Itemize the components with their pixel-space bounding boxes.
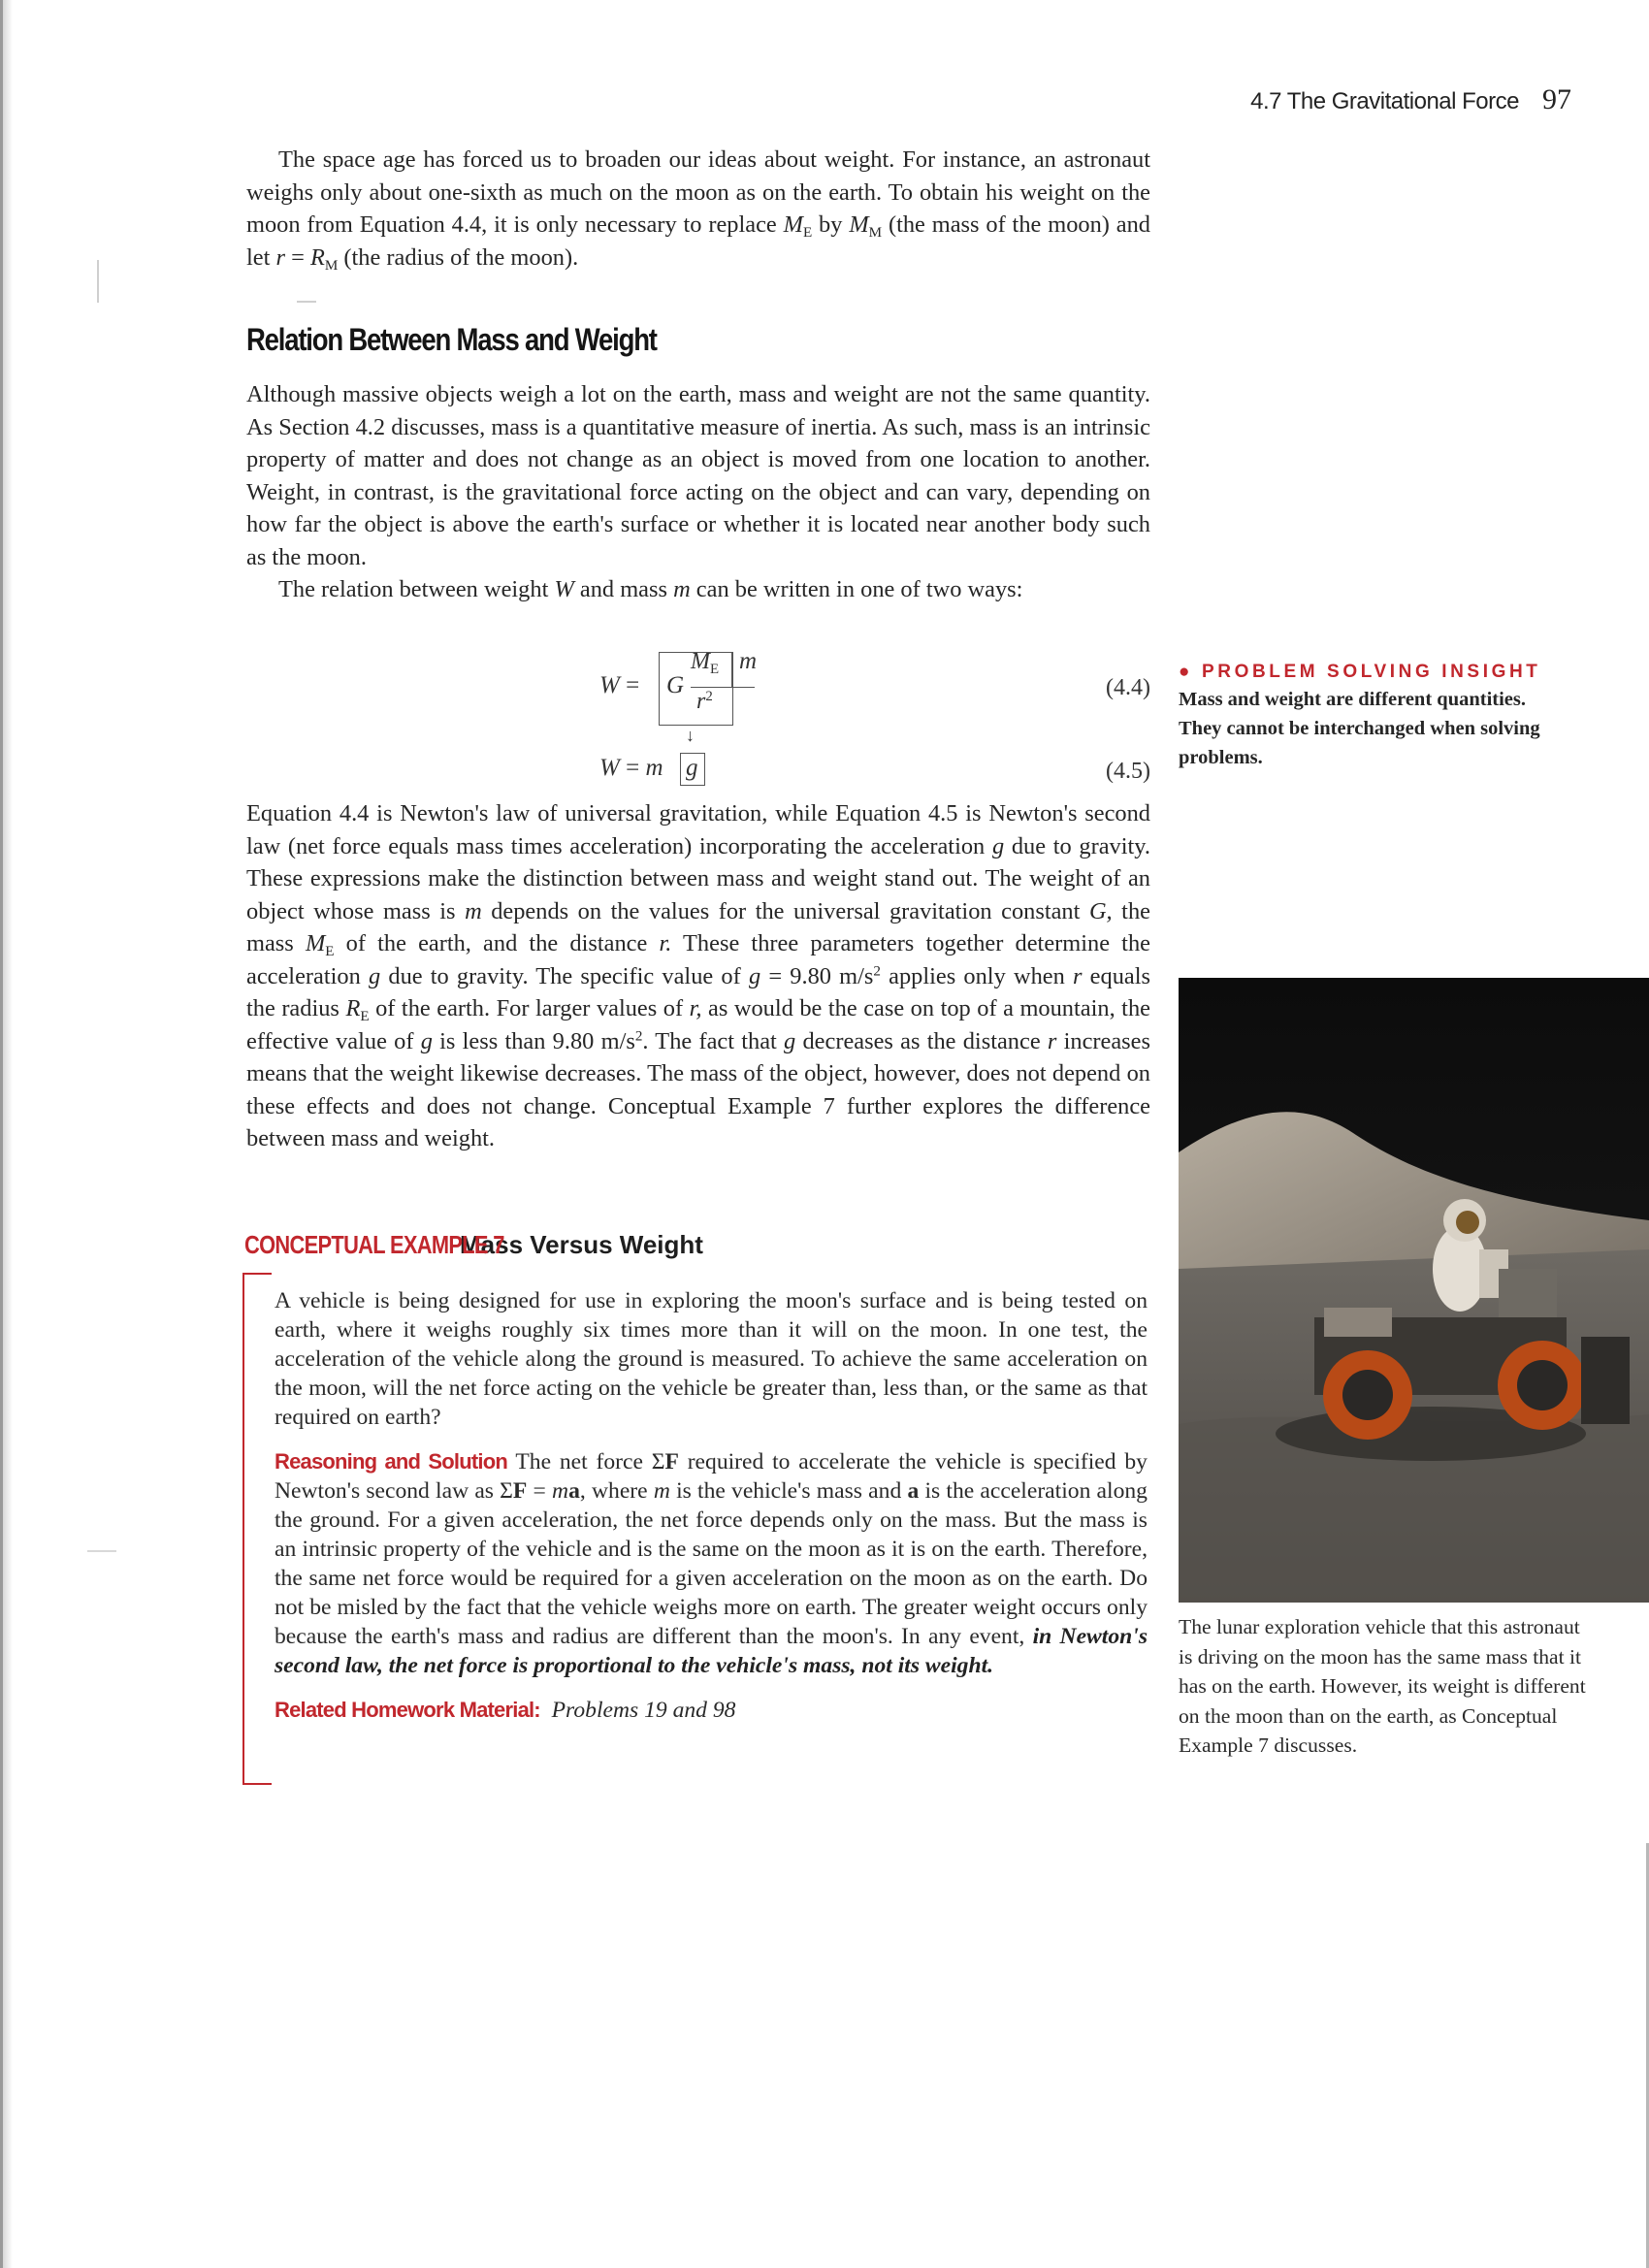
homework-label: Related Homework Material:	[275, 1698, 540, 1722]
paragraph-equations-discussion-block	[246, 797, 1150, 1155]
section-body	[246, 378, 1150, 606]
reasoning-label: Reasoning and Solution	[275, 1449, 507, 1474]
page-number: 97	[1542, 83, 1571, 115]
example-bracket-top	[242, 1273, 272, 1275]
scan-mark	[97, 260, 99, 303]
intro-paragraph-block	[246, 144, 1150, 274]
paragraph-mass-weight: Although massive objects weigh a lot on the earth, mass and weight are not the same quantity. As Section 4.2 discusses, mass is a quantitative measure of inertia. As such, mass is an intrinsic property of matter and does not change as an object is moved from one location to another. Weight, in contrast, is the gravitational force acting on the object and can vary, depending on how far the object is above the earth's surface or whether it is located near another body such as the moon.	[246, 381, 1150, 570]
equations-block: W = G $M_E$ m $r^2$ (4.4) ↓ W = m g (4.5)	[599, 648, 1150, 784]
insight-text: Mass and weight are different quantities. They cannot be interchanged when solving problems.	[1179, 689, 1540, 768]
scan-mark	[87, 1550, 116, 1552]
homework-problems: Problems 19 and 98	[551, 1698, 736, 1723]
related-homework	[275, 1696, 1148, 1725]
running-head-section: 4.7 The Gravitational Force	[1250, 88, 1519, 114]
problem-solving-insight	[1179, 662, 1567, 772]
example-question: A vehicle is being designed for use in exploring the moon's surface and is being tested on earth, where it weighs roughly six times more than it will on the moon. In one test, the acceleration of the vehicle along the ground is measured. To achieve the same acceleration on the moon, will the net force acting on the vehicle be greater than, less than, or the same as that required on earth?	[275, 1288, 1148, 1430]
down-arrow-icon: ↓	[686, 726, 695, 745]
running-head	[1250, 83, 1571, 116]
intro-paragraph: The space age has forced us to broaden our ideas about weight. For instance, an astronaut weighs only about one-sixth as much on the moon as on the earth. To obtain his weight on the moon from Equation 4.4, it is only necessary to replace $M_E$ by $M_M$ (the mass of the moon) and let $r = R_M$ (the radius of the moon).	[246, 146, 1150, 274]
section-heading-block	[246, 322, 1150, 358]
reasoning-emphasis: in Newton's second law, the net force is proportional to the vehicle's mass, not its weight.	[275, 1624, 1148, 1678]
page-binding-shadow	[3, 0, 13, 2268]
example-reasoning: Reasoning and Solution The net force ΣF required to accelerate the vehicle is specified by Newton's second law as ΣF = ma, where m is the vehicle's mass and a is the acceleration along the ground. For a given acceleration, the net force depends only on the mass. But the mass is an intrinsic property of the vehicle and is the same on the moon as it is on the earth. Therefore, the same net force would be required for a given acceleration on the moon as on the earth. Do not be misled by the fact that the vehicle weighs more on earth. The greater weight occurs only because the earth's mass and radius are different than the moon's. In any event, in Newton's second law, the net force is proportional to the vehicle's mass, not its weight.	[275, 1449, 1148, 1678]
box-divider	[731, 652, 732, 687]
scan-mark	[297, 301, 316, 303]
equation-number: (4.4)	[1106, 675, 1150, 700]
paragraph-equations-discussion: Equation 4.4 is Newton's law of universal gravitation, while Equation 4.5 is Newton's second law (net force equals mass times acceleration) incorporating the acceleration g due to gravity. These expressions make the distinction between mass and weight stand out. The weight of an object whose mass is m depends on the values for the universal gravitation constant G, the mass $M_E$ of the earth, and the distance r. These three parameters together determine the acceleration g due to gravity. The specific value of g = 9.80 $m/s^2$ applies only when r equals the radius $R_E$ of the earth. For larger values of r, as would be the case on top of a mountain, the effective value of g is less than 9.80 $m/s^2$. The fact that g decreases as the distance r increases means that the weight likewise decreases. The mass of the object, however, does not depend on these effects and does not change. Conceptual Example 7 further explores the difference between mass and weight.	[246, 800, 1150, 1151]
example-bracket-bottom	[242, 1783, 272, 1785]
example-bracket-side	[242, 1273, 244, 1785]
example-box	[242, 1273, 1151, 1785]
paragraph-relation: The relation between weight W and mass m can be written in one of two ways:	[278, 576, 1023, 602]
section-heading: Relation Between Mass and Weight	[246, 322, 657, 357]
example-content	[275, 1286, 1148, 1725]
example-heading	[244, 1230, 703, 1260]
fraction-bar	[691, 687, 755, 688]
example-label: CONCEPTUAL EXAMPLE 7	[244, 1230, 504, 1259]
bullet-icon: ●	[1179, 662, 1194, 682]
example-title: Mass Versus Weight	[460, 1230, 703, 1259]
insight-heading: ● PROBLEM SOLVING INSIGHT	[1179, 662, 1541, 682]
photo-caption: The lunar exploration vehicle that this astronaut is driving on the moon has the same mass that it has on the earth. However, its weight is different on the moon than on the earth, as Conceptual Example 7 discusses.	[1179, 1615, 1586, 1757]
equation-number: (4.5)	[1106, 759, 1150, 784]
lunar-rover-photo	[1179, 978, 1649, 1603]
